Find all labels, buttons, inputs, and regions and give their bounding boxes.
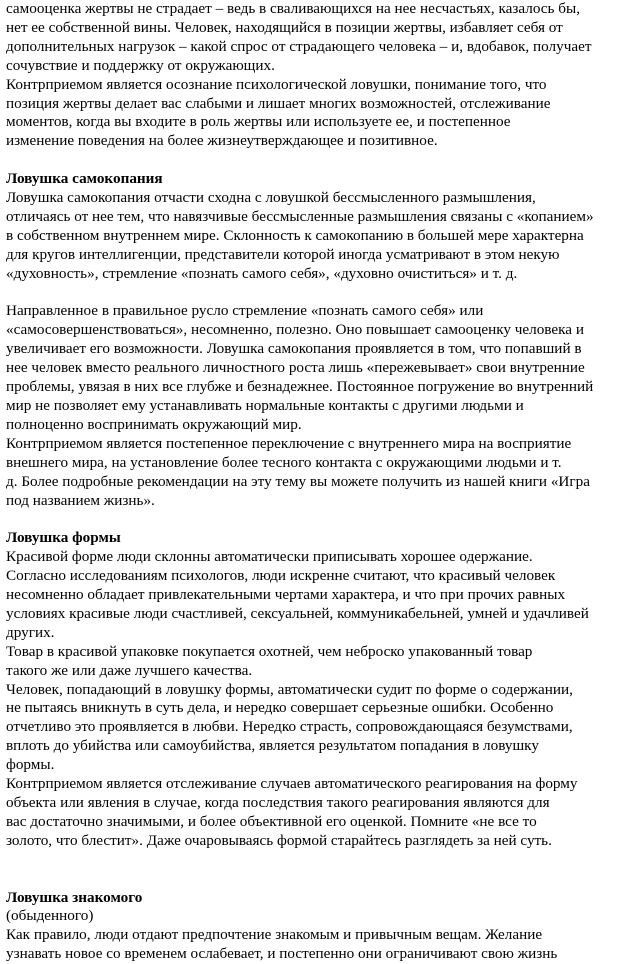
text-line: такого же или даже лучшего качества.: [6, 661, 253, 679]
section2-paragraph-2: [6, 643, 618, 681]
text-line: самооценка жертвы не страдает – ведь в сваливающихся на нее несчастьях, казалось бы,: [6, 0, 580, 17]
text-line: объекта или явления в случае, когда последствия такого реагирования являются для: [6, 794, 550, 812]
text-line: «самосовершенствоваться», несомненно, полезно. Оно повышает самооценку человека и: [6, 321, 584, 339]
section2-counter-paragraph: [6, 775, 618, 851]
spacer: [6, 510, 618, 529]
text-line: формы.: [6, 756, 55, 774]
section-subtitle: (обыденного): [6, 907, 94, 925]
spacer: [6, 151, 618, 170]
text-line: отличаясь от нее тем, что навязчивые бессмысленные размышления связаны с «копанием»: [6, 207, 594, 225]
text-line: д. Более подробные рекомендации на эту тему вы можете получить из нашей книги «Игра: [6, 472, 590, 490]
text-line: для кругов интеллигенции, представители которой иногда усматривают в этом некую: [6, 245, 560, 263]
text-line: сочувствие и поддержку от окружающих.: [6, 56, 275, 74]
text-line: Человек, попадающий в ловушку формы, автоматически судит по форме о содержании,: [6, 680, 573, 698]
text-line: несомненно обладает привлекательными чертами характера, и что при прочих равных: [6, 586, 566, 604]
text-line: вплоть до убийства или самоубийства, является результатом попадания в ловушку: [6, 737, 539, 755]
text-line: Товар в красивой упаковке покупается охотней, чем неброско упакованный товар: [6, 642, 533, 660]
intro-paragraph: [6, 0, 618, 76]
text-line: Согласно исследованиям психологов, люди искренне считают, что красивый человек: [6, 567, 556, 585]
text-line: мир не позволяет ему устанавливать нормальные контакты с другими людьми и: [6, 397, 524, 414]
text-line: под названием жизнь».: [6, 491, 155, 509]
text-line: «духовность», стремление «познать самого себя», «духовно очиститься» и т. д.: [6, 264, 518, 282]
document-page: [6, 0, 618, 964]
section-heading: Ловушка формы: [6, 529, 121, 547]
text-line: Контрприемом является осознание психологической ловушки, понимание того, что: [6, 75, 547, 93]
text-line: условиях красивые люди счастливей, сексуальней, коммуникабельней, умней и удачливей: [6, 604, 589, 622]
text-line: узнавать новое со временем ослабевает, и постепенно они ограничивают свою жизнь: [6, 945, 558, 963]
text-line: увеличивает его возможности. Ловушка самокопания проявляется в том, что попавший в: [6, 340, 582, 358]
text-line: вас достаточно значимыми, и более объективной его оценкой. Помните «не все то: [6, 812, 537, 830]
text-line: отчетливо это проявляется в любви. Нередко страсть, сопровождающаяся безумствами,: [6, 718, 573, 736]
text-line: золото, что блестит». Даже очаровываясь формой старайтесь разглядеть за ней суть.: [6, 831, 552, 849]
text-line: Контрприемом является отслеживание случаев автоматического реагирования на форму: [6, 775, 578, 793]
section-heading: Ловушка знакомого: [6, 888, 143, 906]
section-heading: Ловушка самокопания: [6, 170, 163, 188]
text-line: нее человек вместо реального личностного роста лишь «пережевывает» свои внутренние: [6, 359, 585, 377]
text-line: изменение поведения на более жизнеутверждающее и позитивное.: [6, 132, 438, 150]
text-line: внешнего мира, на установление более тесного контакта с окружающими людьми и т.: [6, 453, 562, 471]
section1-counter-paragraph: [6, 435, 618, 511]
text-line: других.: [6, 623, 55, 641]
text-line: не пытаясь вникнуть в суть дела, и нередко совершает серьезные ошибки. Особенно: [6, 699, 554, 717]
text-line: Контрприемом является постепенное переключение с внутреннего мира на восприятие: [6, 434, 572, 452]
text-line: дополнительных нагрузок – какой спрос от страдающего человека – и, вдобавок, получает: [6, 37, 592, 55]
section2-paragraph-1: [6, 548, 618, 643]
text-line: моментов, когда вы входите в роль жертвы или используете ее, и постепенное: [6, 113, 511, 131]
text-line: позиция жертвы делает вас слабыми и лишает многих возможностей, отслеживание: [6, 94, 551, 112]
text-line: в собственном внутреннем мире. Склонность к самокопанию в большей мере характерна: [6, 226, 584, 244]
section1-paragraph-2: [6, 302, 618, 434]
section2-paragraph-3: [6, 681, 618, 776]
text-line: Направленное в правильное русло стремление «познать самого себя» или: [6, 302, 484, 320]
text-line: Красивой форме люди склонны автоматически приписывать хорошее одержание.: [6, 548, 533, 566]
text-line: Как правило, люди отдают предпочтение знакомым и привычным вещам. Желание: [6, 926, 543, 944]
section3-paragraph-1: [6, 926, 618, 964]
spacer: [6, 284, 618, 303]
text-line: нет ее собственной вины. Человек, находящийся в позиции жертвы, избавляет себя от: [6, 18, 563, 36]
spacer: [6, 851, 618, 889]
section1-paragraph-1: [6, 189, 618, 284]
text-line: Ловушка самокопания отчасти сходна с ловушкой бессмысленного размышления,: [6, 189, 536, 207]
text-line: полноценно воспринимать окружающий мир.: [6, 415, 302, 433]
text-line: проблемы, увязая в них все глубже и безнадежнее. Постоянное погружение во внутренний: [6, 378, 594, 396]
intro-counter-paragraph: [6, 76, 618, 152]
